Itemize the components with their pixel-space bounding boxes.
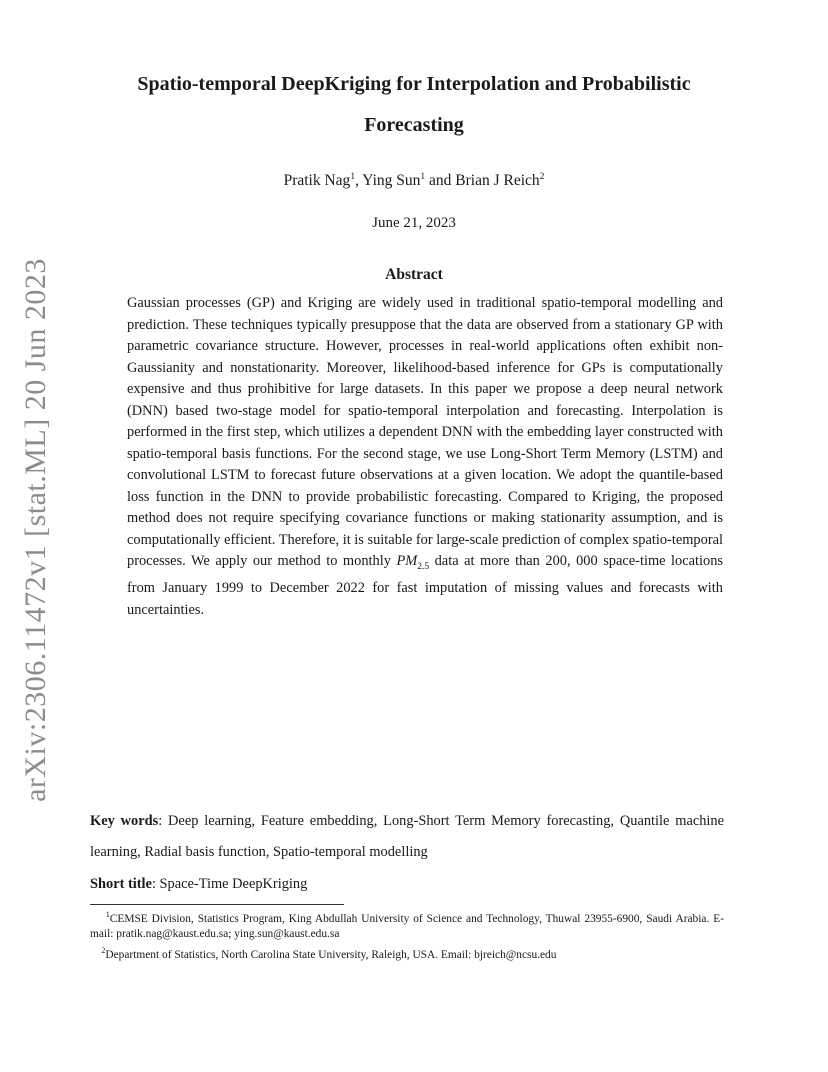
author-name: Ying Sun	[362, 172, 421, 190]
author-name: Pratik Nag	[283, 172, 351, 190]
keywords	[90, 806, 724, 868]
footnote-text: CEMSE Division, Statistics Program, King Abdullah University of Science and Technology, Thuwal 23955-6900, Saudi Arabia. E-mail: pratik.nag@kaust.edu.sa; ying.sun@kaust.edu.sa	[90, 912, 725, 940]
footnote-mark: 2	[101, 945, 106, 955]
keywords-label: Key words	[90, 813, 159, 829]
author-affiliation-mark: 1	[350, 172, 356, 182]
keywords-text: : Deep learning, Feature embedding, Long-Short Term Memory forecasting, Quantile machine learning, Radial basis function, Spatio-temporal modelling	[90, 813, 724, 860]
author-affiliation-mark: 1	[420, 172, 426, 182]
abstract-text-part: Gaussian processes (GP) and Kriging are widely used in traditional spatio-temporal modelling and prediction. These techniques typically presuppose that the data are observed from a stationary GP with parametric covariance structure. However, processes in real-world applications often exhibit non-Gaussianity and nonstationarity. Moreover, likelihood-based inference for GPs is computationally expensive and thus prohibitive for large datasets. In this paper we propose a deep neural network (DNN) based two-stage model for spatio-temporal interpolation and forecasting. Interpolation is performed in the first step, which utilizes a dependent DNN with the embedding layer constructed with spatio-temporal basis functions. For the second stage, we use Long-Short Term Memory (LSTM) and convolutional LSTM to forecast future observations at a given location. We adopt the quantile-based loss function in the DNN to provide probabilistic forecasting. Compared to Kriging, the proposed method does not require specifying covariance functions or making stationarity assumption, and is computationally efficient. Therefore, it is suitable for large-scale prediction of complex spatio-temporal processes. We apply our method to monthly	[127, 295, 723, 569]
math-subscript: 2.5	[417, 561, 430, 572]
publication-date: June 21, 2023	[372, 215, 456, 231]
short-title-label: Short title	[90, 876, 152, 892]
footnote-divider	[90, 904, 344, 905]
footnote-mark: 1	[105, 910, 110, 919]
short-title-text: : Space-Time DeepKriging	[151, 876, 308, 892]
paper-title: Spatio-temporal DeepKriging for Interpolation and Probabilistic Forecasting	[137, 73, 691, 136]
author-list	[90, 172, 738, 190]
footnotes	[90, 907, 724, 964]
short-title	[90, 876, 724, 893]
math-pm25	[396, 553, 430, 572]
author-separator: and	[425, 172, 456, 190]
footnote	[90, 943, 724, 963]
author-name: Brian J Reich	[455, 172, 540, 190]
author-separator: ,	[355, 172, 363, 190]
footnote	[90, 907, 724, 942]
author-affiliation-mark: 2	[539, 172, 545, 182]
abstract-text-part: data at more than 200, 000 space-time locations from January 1999 to December 2022 for fast imputation of missing values and forecasts with uncertainties.	[127, 553, 724, 618]
abstract-heading: Abstract	[385, 266, 443, 283]
arxiv-identifier: arXiv:2306.11472v1 [stat.ML] 20 Jun 2023	[19, 258, 52, 802]
footnote-text: Department of Statistics, North Carolina State University, Raleigh, USA. Email: bjreich@ncsu.edu	[105, 948, 557, 961]
abstract-text	[127, 293, 723, 621]
math-symbol: PM	[396, 553, 418, 569]
